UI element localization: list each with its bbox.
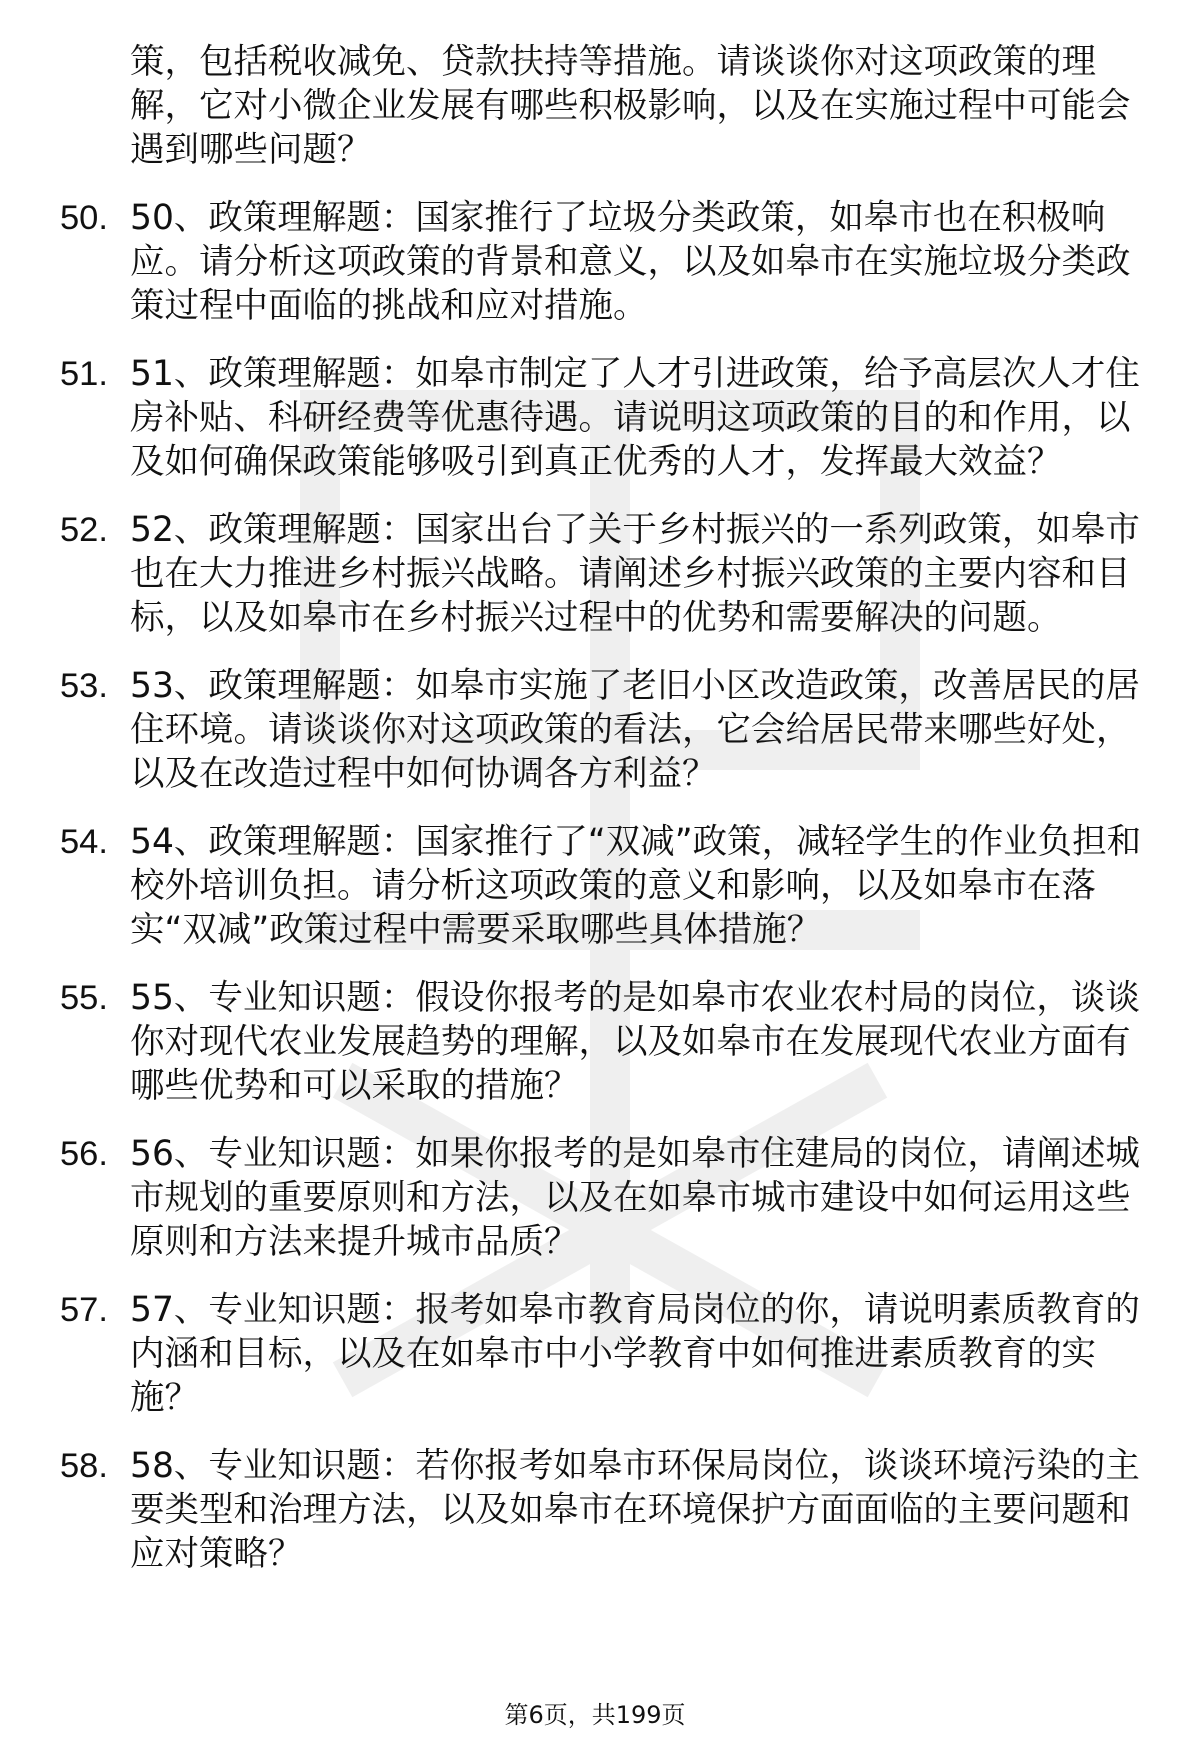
question-text: 56、专业知识题：如果你报考的是如皋市住建局的岗位，请阐述城市规划的重要原则和方法，以及在如皋市城市建设中如何运用这些原则和方法来提升城市品质？ [130,1134,1140,1262]
question-text: 58、专业知识题：若你报考如皋市环保局岗位，谈谈环境污染的主要类型和治理方法，以及如皋市在环境保护方面面临的主要问题和应对策略？ [130,1446,1140,1574]
list-item [60,352,1160,484]
question-text: 53、政策理解题：如皋市实施了老旧小区改造政策，改善居民的居住环境。请谈谈你对这项政策的看法，它会给居民带来哪些好处，以及在改造过程中如何协调各方利益？ [130,666,1140,794]
document-body [60,40,1160,1600]
continued-paragraph: 策，包括税收减免、贷款扶持等措施。请谈谈你对这项政策的理解，它对小微企业发展有哪些积极影响，以及在实施过程中可能会遇到哪些问题？ [130,42,1131,170]
question-list [60,196,1160,1576]
question-text: 51、政策理解题：如皋市制定了人才引进政策，给予高层次人才住房补贴、科研经费等优惠待遇。请说明这项政策的目的和作用，以及如何确保政策能够吸引到真正优秀的人才，发挥最大效益？ [130,354,1140,482]
question-number: 51. [60,355,108,393]
list-item [60,976,1160,1108]
question-text: 54、政策理解题：国家推行了“双减”政策，减轻学生的作业负担和校外培训负担。请分析这项政策的意义和影响，以及如皋市在落实“双减”政策过程中需要采取哪些具体措施？ [130,822,1142,950]
question-number: 57. [60,1291,108,1329]
question-text: 57、专业知识题：报考如皋市教育局岗位的你，请说明素质教育的内涵和目标，以及在如皋市中小学教育中如何推进素质教育的实施？ [130,1290,1140,1418]
list-item [60,1444,1160,1576]
question-text: 52、政策理解题：国家出台了关于乡村振兴的一系列政策，如皋市也在大力推进乡村振兴战略。请阐述乡村振兴政策的主要内容和目标，以及如皋市在乡村振兴过程中的优势和需要解决的问题。 [130,510,1140,638]
page-footer: 第6页，共199页 [504,1701,686,1729]
list-item [60,1132,1160,1264]
list-item [60,196,1160,328]
question-number: 54. [60,823,108,861]
list-item [60,508,1160,640]
question-text: 50、政策理解题：国家推行了垃圾分类政策，如皋市也在积极响应。请分析这项政策的背景和意义，以及如皋市在实施垃圾分类政策过程中面临的挑战和应对措施。 [130,198,1131,326]
question-number: 50. [60,199,108,237]
question-number: 55. [60,979,108,1017]
question-text: 55、专业知识题：假设你报考的是如皋市农业农村局的岗位，谈谈你对现代农业发展趋势的理解，以及如皋市在发展现代农业方面有哪些优势和可以采取的措施？ [130,978,1140,1106]
question-number: 53. [60,667,108,705]
list-item [60,664,1160,796]
question-number: 56. [60,1135,108,1173]
question-number: 52. [60,511,108,549]
list-item [60,1288,1160,1420]
list-item [60,820,1160,952]
question-number: 58. [60,1447,108,1485]
